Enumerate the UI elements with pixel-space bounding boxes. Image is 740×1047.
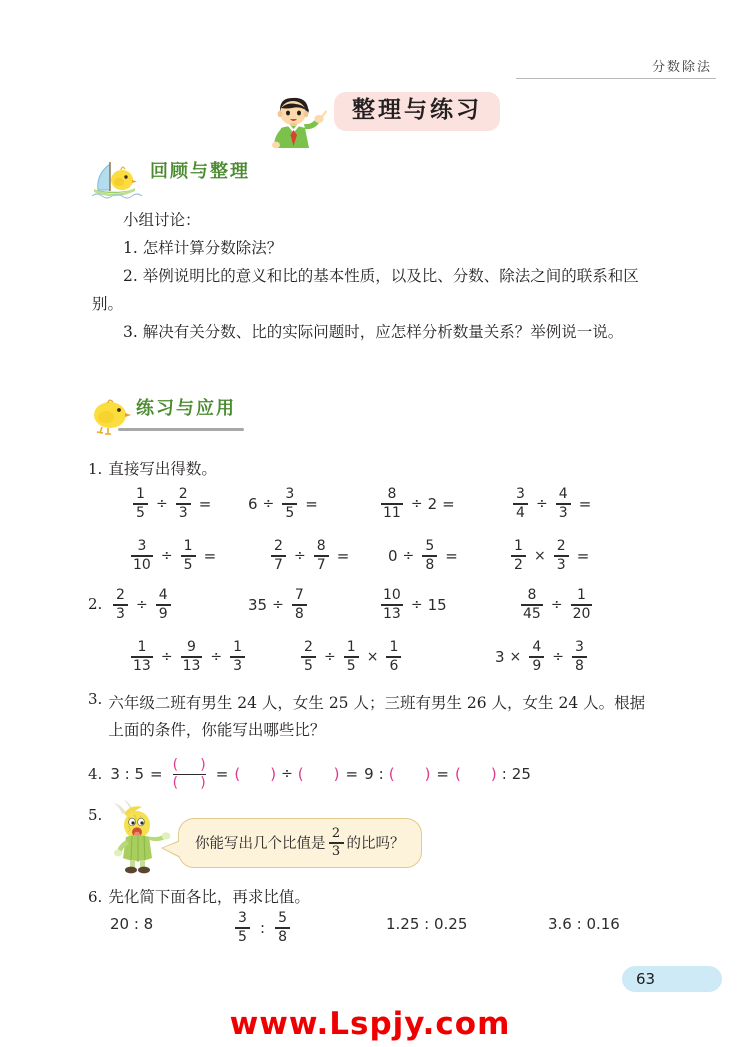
exercise-6-item-3: 1.25 : 0.25 bbox=[386, 915, 468, 933]
exercise-3-prompt: 六年级二班有男生 24 人，女生 25 人；三班有男生 26 人，女生 24 人。根据上面的条件，你能写出哪些比？ bbox=[108, 694, 646, 739]
fraction: $\frac{1}{3}$ bbox=[230, 640, 245, 674]
fraction: $\frac{2}{5}$ bbox=[301, 640, 316, 674]
exercise-1-row-1-item-2: 6 ÷ $\frac{3}{5}$ = bbox=[248, 486, 318, 522]
running-header-title: 分数除法 bbox=[651, 60, 712, 75]
blank-fraction[interactable]: ( ) ( ) bbox=[172, 757, 206, 791]
exercise-2-row-2-item-3: 3 × $\frac{4}{9}$ ÷ $\frac{3}{8}$ bbox=[495, 640, 590, 674]
fraction: $\frac{2}{3}$ bbox=[554, 539, 569, 573]
review-lead: 小组讨论： bbox=[123, 211, 201, 229]
corn-character-illustration bbox=[110, 800, 176, 876]
exercise-3 bbox=[88, 690, 658, 744]
exercise-2-row-1-item-2: 35 ÷ $\frac{7}{8}$ bbox=[248, 588, 310, 622]
fraction: $\frac{7}{8}$ bbox=[292, 588, 307, 622]
fraction: $\frac{3}{4}$ bbox=[513, 487, 528, 521]
exercise-4-number: 4. bbox=[88, 765, 103, 784]
exercise-2 bbox=[88, 595, 102, 614]
fraction: $\frac{9}{13}$ bbox=[182, 639, 201, 675]
fraction: $\frac{1}{13}$ bbox=[133, 639, 151, 675]
fraction: $\frac{3}{8}$ bbox=[572, 640, 587, 674]
fraction: $\frac{1}{5}$ bbox=[181, 539, 196, 573]
fraction: $\frac{1}{20}$ bbox=[572, 587, 591, 623]
fraction: $\frac{3}{5}$ bbox=[282, 487, 297, 521]
exercise-6-number: 6. bbox=[88, 888, 103, 906]
speech-bubble bbox=[178, 818, 422, 868]
review-item-3: 3. 解决有关分数、比的实际问题时，应怎样分析数量关系？举例说一说。 bbox=[123, 323, 624, 341]
review-body bbox=[92, 206, 652, 346]
exercise-5 bbox=[88, 806, 102, 825]
exercise-2-row-1-item-1: $\frac{2}{3}$ ÷ $\frac{4}{9}$ bbox=[110, 588, 174, 622]
section-heading-practice bbox=[90, 400, 236, 421]
bubble-text-after: 的比吗？ bbox=[346, 836, 405, 853]
exercise-1-row-2-item-1: $\frac{3}{10}$ ÷ $\frac{1}{5}$ = bbox=[133, 538, 217, 574]
fraction: $\frac{5}{8}$ bbox=[422, 539, 437, 573]
fraction: $\frac{1}{6}$ bbox=[386, 640, 401, 674]
exercise-2-row-2-item-1: $\frac{1}{13}$ ÷ $\frac{9}{13}$ ÷ $\frac{1}{3}$ bbox=[128, 640, 248, 674]
fraction: $\frac{4}{3}$ bbox=[556, 487, 571, 521]
exercise-1-row-1-item-4: $\frac{3}{4}$ ÷ $\frac{4}{3}$ = bbox=[510, 487, 591, 521]
fraction: $\frac{2}{7}$ bbox=[271, 539, 286, 573]
exercise-2-row-2-item-2: $\frac{2}{5}$ ÷ $\frac{1}{5}$ × $\frac{1}{6}$ bbox=[298, 640, 404, 674]
exercise-6-item-2: $\frac{3}{5}$ : $\frac{5}{8}$ bbox=[232, 911, 293, 945]
exercise-1-prompt: 直接写出得数。 bbox=[108, 460, 217, 478]
page-title: 整理与练习 bbox=[334, 92, 500, 131]
exercise-2-number: 2. bbox=[88, 595, 103, 613]
review-item-1: 1. 怎样计算分数除法？ bbox=[123, 239, 283, 257]
exercise-6 bbox=[88, 884, 310, 911]
fraction: $\frac{10}{13}$ bbox=[383, 587, 401, 623]
exercise-1 bbox=[88, 456, 217, 483]
running-header-rule bbox=[516, 78, 716, 79]
blank-1[interactable]: ( ) bbox=[234, 765, 277, 784]
exercise-1-row-1-item-3: $\frac{8}{11}$ ÷ 2 = bbox=[383, 486, 455, 522]
exercise-3-number: 3. bbox=[88, 690, 103, 708]
fraction: $\frac{2}{3}$ bbox=[176, 487, 191, 521]
bubble-text-before: 你能写出几个比值是 bbox=[195, 836, 326, 853]
blank-4[interactable]: ( ) bbox=[455, 765, 497, 784]
exercise-2-row-1-item-3: $\frac{10}{13}$ ÷ 15 bbox=[383, 587, 447, 623]
section-heading-review bbox=[92, 163, 250, 184]
fraction: $\frac{8}{11}$ bbox=[383, 486, 401, 522]
exercise-4-lhs: 3 : 5 bbox=[110, 765, 144, 784]
fraction: $\frac{2}{3}$ bbox=[113, 588, 128, 622]
section-label-practice: 练习与应用 bbox=[136, 398, 236, 419]
section-underline bbox=[118, 428, 244, 431]
blank-2[interactable]: ( ) bbox=[297, 765, 340, 784]
exercise-5-number: 5. bbox=[88, 806, 103, 824]
fraction: $\frac{8}{7}$ bbox=[314, 539, 329, 573]
blank-3[interactable]: ( ) bbox=[388, 765, 431, 784]
fraction: $\frac{8}{45}$ bbox=[523, 587, 541, 623]
exercise-4: 4. 3 : 5 = ( ) ( ) = ( ) ÷ ( ) = 9 : ( ) = ( ) : 25 bbox=[88, 757, 531, 791]
exercise-6-item-1: 20 : 8 bbox=[110, 915, 154, 933]
review-item-2: 2. 举例说明比的意义和比的基本性质，以及比、分数、除法之间的联系和区别。 bbox=[92, 267, 639, 313]
running-header bbox=[516, 56, 716, 79]
page-number-pill bbox=[622, 966, 722, 992]
fraction: $\frac{1}{5}$ bbox=[133, 487, 148, 521]
fraction: $\frac{1}{5}$ bbox=[344, 640, 359, 674]
fraction: $\frac{1}{2}$ bbox=[511, 539, 526, 573]
fraction: $\frac{4}{9}$ bbox=[156, 588, 171, 622]
exercise-1-number: 1. bbox=[88, 460, 103, 478]
fraction: $\frac{3}{10}$ bbox=[133, 538, 151, 574]
page-title-row bbox=[266, 92, 500, 131]
exercise-1-row-1-item-1: $\frac{1}{5}$ ÷ $\frac{2}{3}$ = bbox=[130, 487, 211, 521]
page-number: 63 bbox=[636, 970, 656, 988]
bubble-fraction: $\frac{2}{3}$ bbox=[329, 827, 344, 859]
fraction: $\frac{4}{9}$ bbox=[529, 640, 544, 674]
exercise-1-row-2-item-2: $\frac{2}{7}$ ÷ $\frac{8}{7}$ = bbox=[268, 539, 349, 573]
watermark: www.Lspjy.com bbox=[229, 1006, 511, 1042]
section-label-review: 回顾与整理 bbox=[150, 161, 250, 182]
fraction: $\frac{5}{8}$ bbox=[275, 911, 290, 945]
exercise-2-row-1-item-4: $\frac{8}{45}$ ÷ $\frac{1}{20}$ bbox=[523, 587, 591, 623]
exercise-1-row-2-item-4: $\frac{1}{2}$ × $\frac{2}{3}$ = bbox=[508, 539, 589, 573]
fraction: $\frac{3}{5}$ bbox=[235, 911, 250, 945]
exercise-6-prompt: 先化简下面各比，再求比值。 bbox=[108, 888, 310, 906]
exercise-6-item-4: 3.6 : 0.16 bbox=[548, 915, 620, 933]
exercise-1-row-2-item-3: 0 ÷ $\frac{5}{8}$ = bbox=[388, 538, 458, 574]
